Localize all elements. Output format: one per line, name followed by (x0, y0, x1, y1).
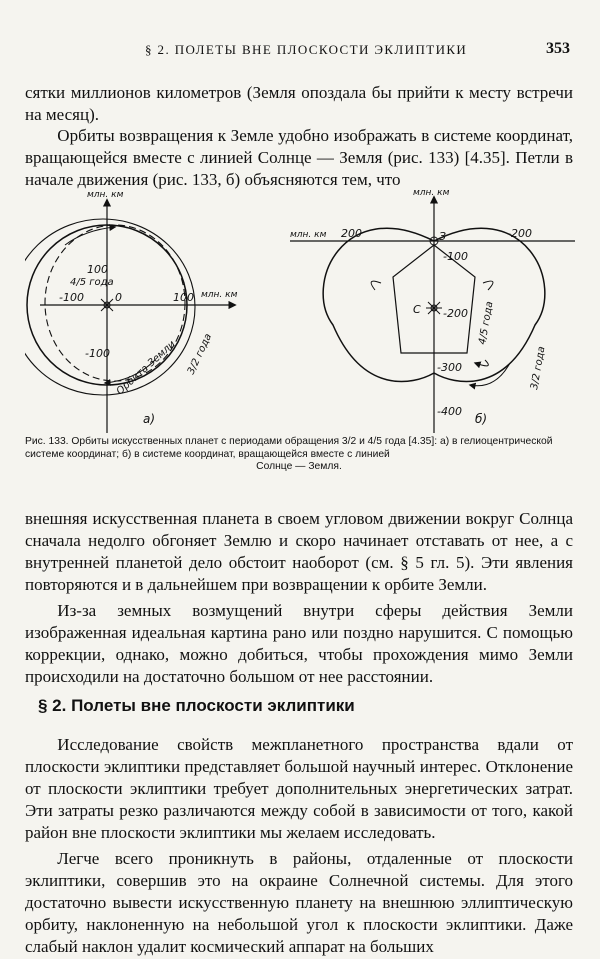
b-sun-label: С (413, 303, 421, 316)
b-arrow-outer (470, 363, 510, 386)
a-tick-top: 100 (87, 263, 108, 276)
b-tick-y-100: -100 (443, 250, 468, 263)
caption-line-2: Солнце — Земля. (256, 461, 342, 472)
paragraph-2: Орбиты возвращения к Земле удобно изображать в системе координат, вращающейся вместе с линией Солнце — Земля (рис. 133) [4.35]. Петли в начале движения (рис. 133, б) объясняются тем, что (25, 126, 573, 189)
a-label-inner: 4/5 года (70, 277, 114, 288)
paragraph-4: Из-за земных возмущений внутри сферы действия Земли изображенная идеальная картина рано или поздно нарушится. С помощью коррекции, однако, можно добиться, чтобы прохождения мимо Земли происходили на достаточно большом от нее расстоянии. (25, 601, 573, 686)
section-heading: § 2. Полеты вне плоскости эклиптики (38, 696, 355, 715)
a-x-unit: млн. км (201, 290, 238, 300)
a-panel-letter: а) (143, 412, 156, 426)
b-sun-icon (426, 300, 442, 316)
a-origin: 0 (115, 291, 122, 304)
a-tick-right: 100 (173, 291, 194, 304)
a-orbit-outer (25, 219, 195, 398)
b-earth-label: З (439, 230, 447, 243)
b-tick-y-200: -200 (443, 307, 468, 320)
b-x-unit: млн. км (290, 230, 327, 240)
b-tick-x-neg: -200 (507, 227, 532, 240)
b-label-outer: 3/2 года (529, 345, 548, 391)
figure-caption (25, 436, 573, 474)
paragraph-5: Исследование свойств межпланетного пространства вдали от плоскости эклиптики представляет большой научный интерес. Отклонение от плоскости эклиптики требует дополнительных энергетических затрат. Эти затраты резко различаются между собой в зависимости от того, какой район вне плоскости эклиптики мы желаем исследовать. (25, 735, 573, 842)
a-sun-icon (99, 297, 115, 313)
b-label-inner: 4/5 года (477, 300, 496, 346)
b-tick-x-pos: 200 (341, 227, 362, 240)
page-number: 353 (546, 40, 570, 57)
b-tick-y-300: -300 (437, 361, 462, 374)
b-tick-y-400: -400 (437, 405, 462, 418)
a-tick-bottom: -100 (85, 347, 110, 360)
paragraph-6: Легче всего проникнуть в районы, отдаленные от плоскости эклиптики, совершив это на окраине Солнечной системы. Для этого достаточно вывести искусственную планету на внешнюю эллиптическую орбиту, наклоненную на небольшой угол к плоскости эклиптики. Даже слабый наклон удалит космический аппарат на больших (25, 849, 573, 956)
b-arrow-inner (475, 360, 488, 366)
b-loop-left (371, 281, 381, 290)
panel-a (25, 190, 238, 433)
b-y-unit: млн. км (413, 188, 450, 198)
a-tick-left: -100 (59, 291, 84, 304)
running-header (25, 40, 570, 62)
caption-line-1: Рис. 133. Орбиты искусственных планет с периодами обращения 3/2 и 4/5 года [4.35]: а) в гелиоцентрической системе координат; б) в системе координат, вращающейся вместе с линией (25, 436, 553, 460)
a-label-outer: 3/2 года (185, 332, 215, 377)
b-panel-letter: б) (475, 412, 488, 426)
paragraph-1: сятки миллионов километров (Земля опоздала бы прийти к месту встречи на месяц). (25, 83, 573, 124)
b-loop-right (483, 281, 493, 290)
a-earth-orbit-label: Орбита Земли (114, 338, 178, 398)
paragraph-3: внешняя искусственная планета в своем угловом движении вокруг Солнца сначала недолго обгоняет Землю и скоро начинает отставать от нее, а с внутренней планетой дело обстоит наоборот (см. § 5 гл. 5). Эти явления повторяются и в дальнейшем при возвращении к орбите Земли. (25, 509, 573, 594)
panel-b (290, 188, 575, 433)
running-title: § 2. ПОЛЕТЫ ВНЕ ПЛОСКОСТИ ЭКЛИПТИКИ (145, 42, 468, 57)
figure-133 (25, 185, 575, 440)
a-y-unit: млн. км (87, 190, 124, 200)
figure-graphics (25, 185, 575, 440)
